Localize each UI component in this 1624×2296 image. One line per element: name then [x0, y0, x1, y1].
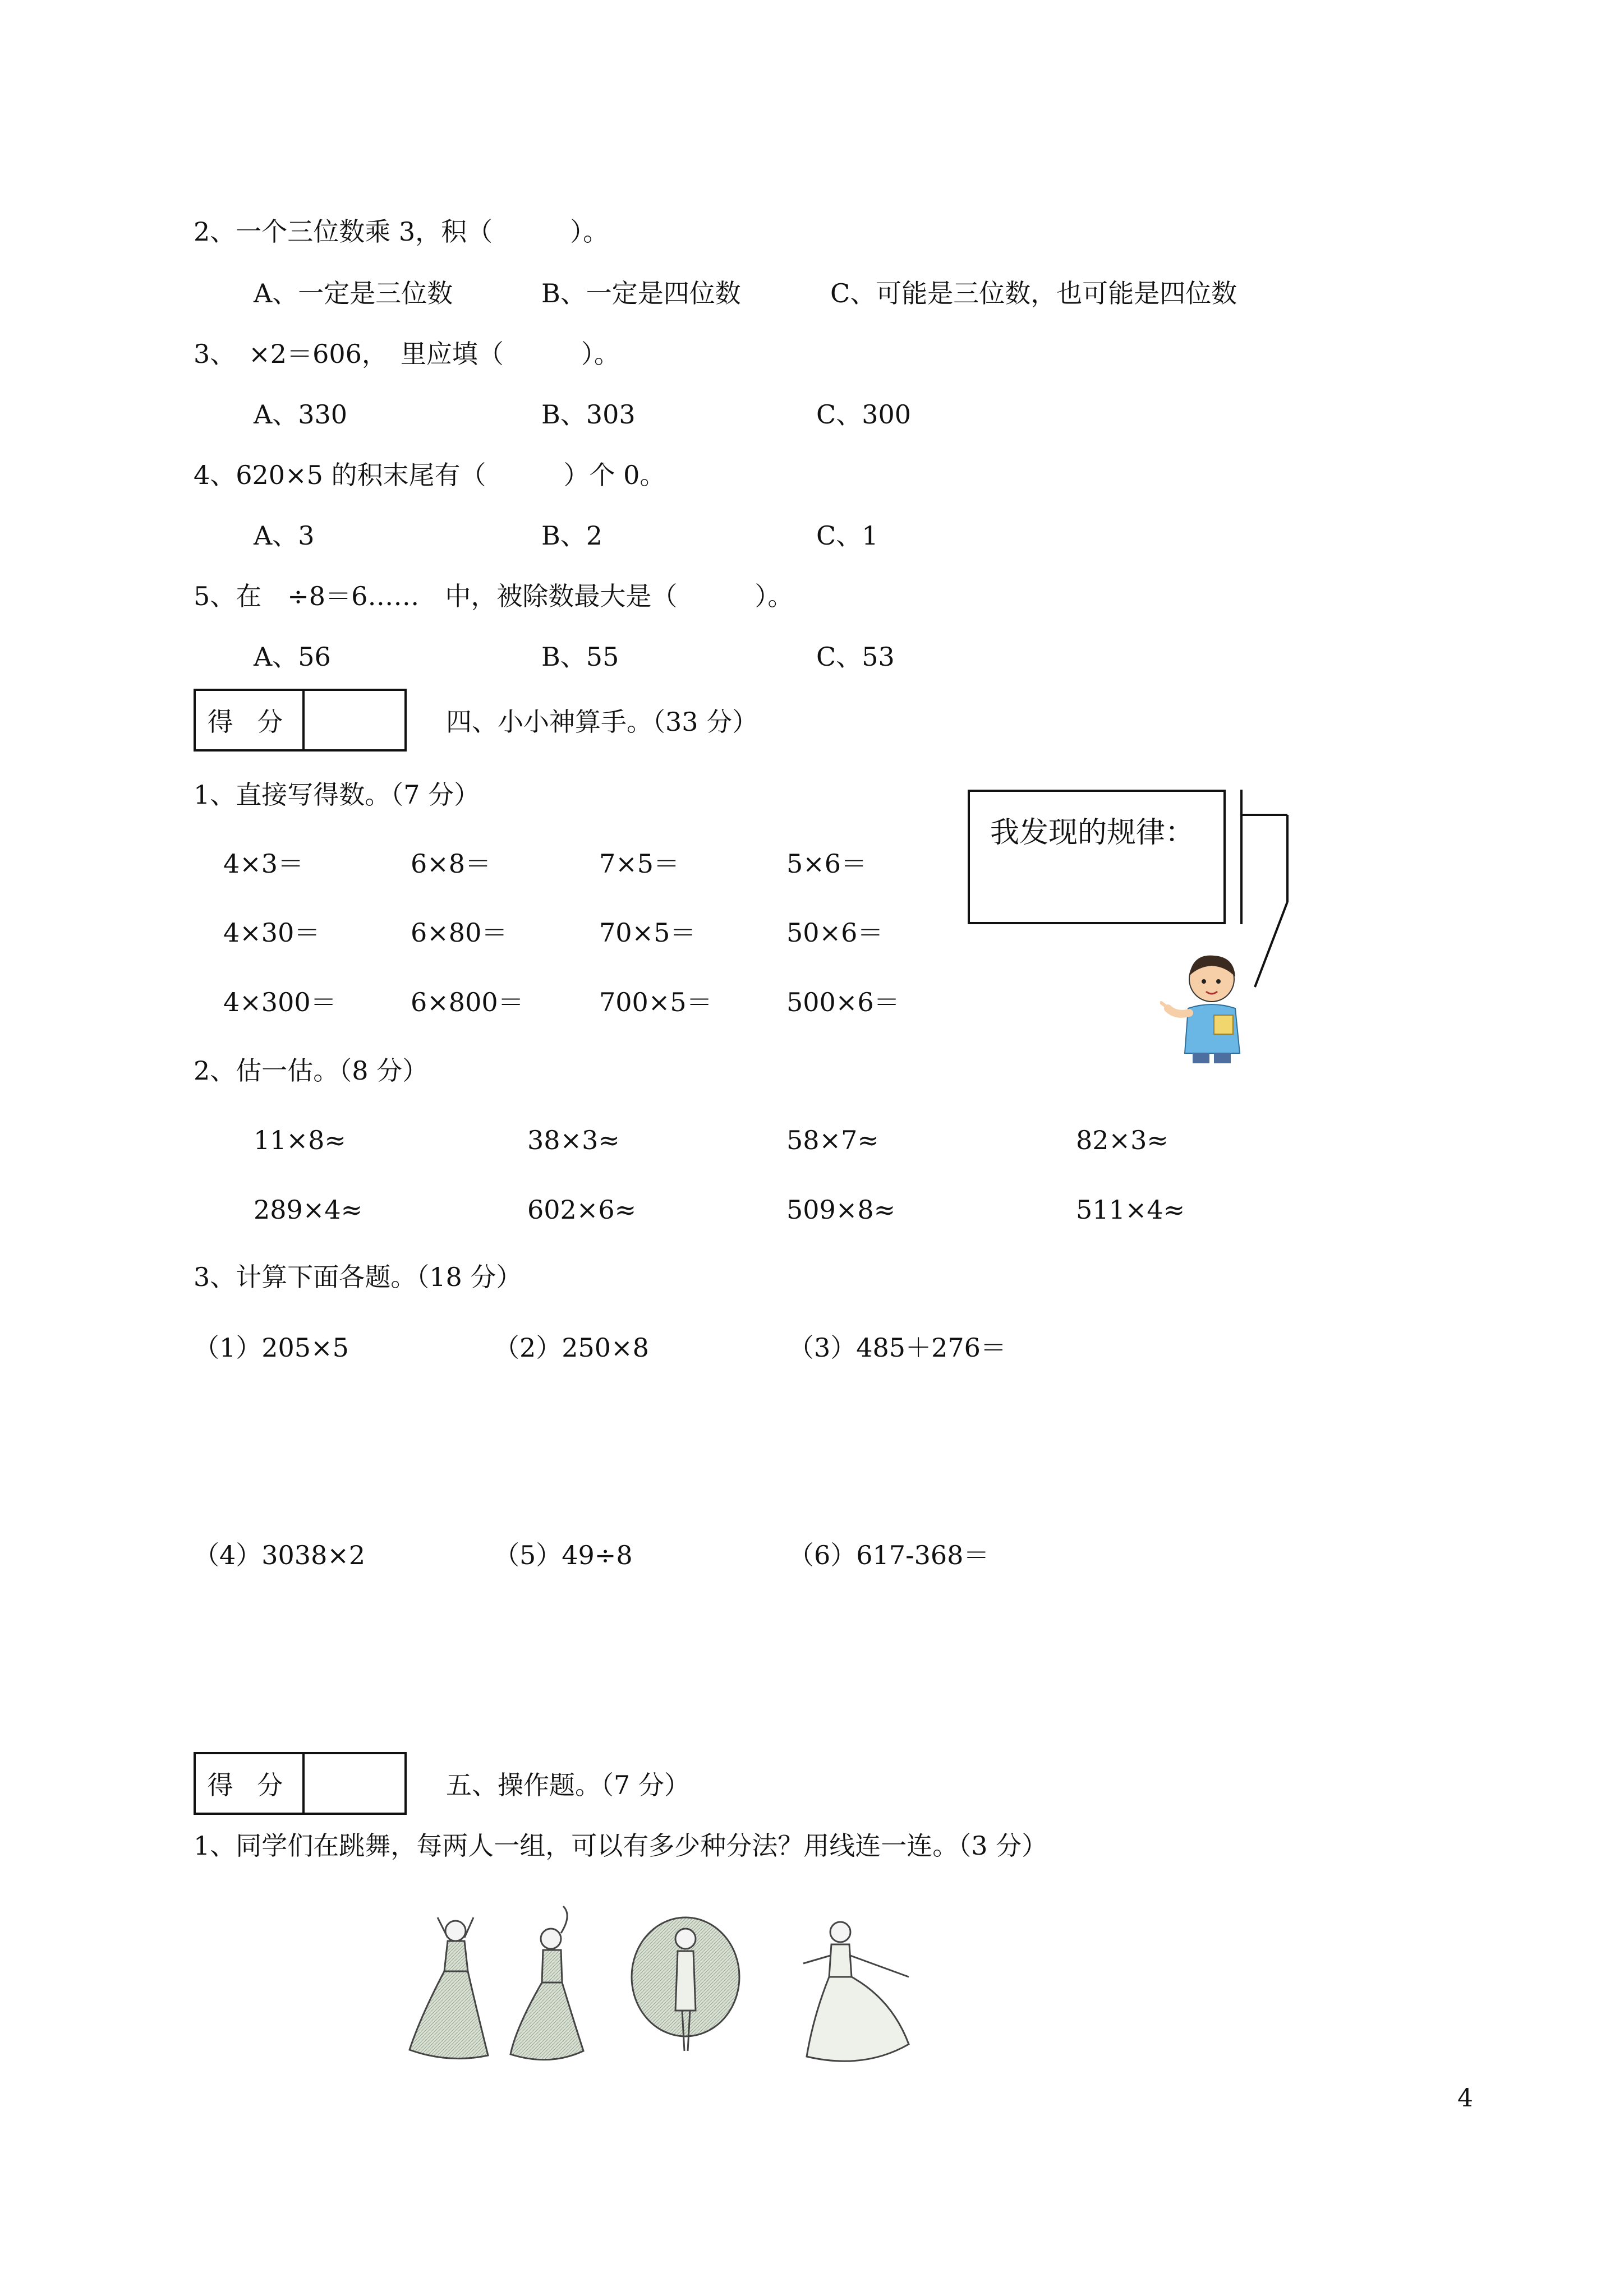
mental-math-item: 700×5＝ — [599, 987, 712, 1017]
question-5-stem: 5、在 ÷8＝6…… 中，被除数最大是（ ）。 — [194, 581, 794, 611]
mental-math-item: 4×300＝ — [223, 987, 337, 1017]
estimate-item: 38×3≈ — [527, 1125, 620, 1155]
question-3-option-c: C、300 — [816, 399, 911, 430]
question-4-option-c: C、1 — [816, 520, 878, 551]
section-4-title: 四、小小神算手。（33 分） — [446, 707, 758, 737]
question-2-stem: 2、一个三位数乘 3，积（ ）。 — [194, 216, 609, 247]
score-blank[interactable] — [305, 691, 404, 749]
mental-math-item: 6×8＝ — [411, 849, 491, 879]
question-5-option-a: A、56 — [254, 642, 331, 672]
question-4-stem: 4、620×5 的积末尾有（ ）个 0。 — [194, 460, 666, 490]
dancers-illustration — [404, 1904, 942, 2072]
part-1-title: 1、直接写得数。（7 分） — [194, 780, 480, 810]
mental-math-item: 5×6＝ — [786, 849, 867, 879]
score-box-section-4 — [194, 689, 407, 751]
estimate-item: 509×8≈ — [786, 1195, 896, 1225]
estimate-item: 602×6≈ — [527, 1195, 637, 1225]
dancer-3 — [632, 1917, 739, 2051]
calc-item: （6）617-368＝ — [788, 1540, 990, 1570]
pattern-note-box[interactable] — [968, 790, 1226, 924]
score-label: 得 分 — [196, 1754, 305, 1813]
question-3-option-b: B、303 — [541, 399, 636, 430]
score-box-section-5 — [194, 1752, 407, 1815]
mental-math-item: 50×6＝ — [786, 918, 884, 948]
question-4-option-a: A、3 — [254, 520, 315, 551]
section-5-question-1: 1、同学们在跳舞，每两人一组，可以有多少种分法？用线连一连。（3 分） — [194, 1831, 1048, 1861]
estimate-item: 11×8≈ — [254, 1125, 346, 1155]
mental-math-item: 4×3＝ — [223, 849, 304, 879]
calc-item: （2）250×8 — [494, 1333, 649, 1363]
mental-math-item: 500×6＝ — [786, 987, 900, 1017]
dancer-2 — [510, 1906, 583, 2060]
question-2-option-b: B、一定是四位数 — [541, 278, 741, 308]
score-label: 得 分 — [196, 691, 305, 749]
part-2-title: 2、估一估。（8 分） — [194, 1055, 429, 1086]
estimate-item: 58×7≈ — [786, 1125, 879, 1155]
question-5-option-c: C、53 — [816, 642, 895, 672]
estimate-item: 82×3≈ — [1076, 1125, 1168, 1155]
score-blank[interactable] — [305, 1754, 404, 1813]
calc-item: （5）49÷8 — [494, 1540, 633, 1570]
page-number: 4 — [1457, 2084, 1473, 2113]
mental-math-item: 6×800＝ — [411, 987, 524, 1017]
question-3-option-a: A、330 — [254, 399, 348, 430]
dancer-1 — [410, 1917, 488, 2059]
calc-item: （1）205×5 — [194, 1333, 349, 1363]
question-2-option-c: C、可能是三位数，也可能是四位数 — [830, 278, 1237, 308]
estimate-item: 511×4≈ — [1076, 1195, 1185, 1225]
mental-math-item: 70×5＝ — [599, 918, 696, 948]
mental-math-item: 6×80＝ — [411, 918, 508, 948]
section-5-title: 五、操作题。（7 分） — [446, 1770, 690, 1800]
boy-pointing-illustration — [1160, 952, 1255, 1064]
question-2-option-a: A、一定是三位数 — [254, 278, 453, 308]
question-5-option-b: B、55 — [541, 642, 619, 672]
part-3-title: 3、计算下面各题。（18 分） — [194, 1262, 522, 1292]
pattern-note-label: 我发现的规律： — [990, 816, 1195, 850]
calc-item: （3）485＋276＝ — [788, 1333, 1006, 1363]
mental-math-item: 7×5＝ — [599, 849, 680, 879]
dancer-4 — [803, 1922, 909, 2061]
calc-item: （4）3038×2 — [194, 1540, 366, 1570]
question-4-option-b: B、2 — [541, 520, 603, 551]
estimate-item: 289×4≈ — [254, 1195, 363, 1225]
question-3-stem: 3、 ×2＝606， 里应填（ ）。 — [194, 339, 620, 369]
mental-math-item: 4×30＝ — [223, 918, 320, 948]
